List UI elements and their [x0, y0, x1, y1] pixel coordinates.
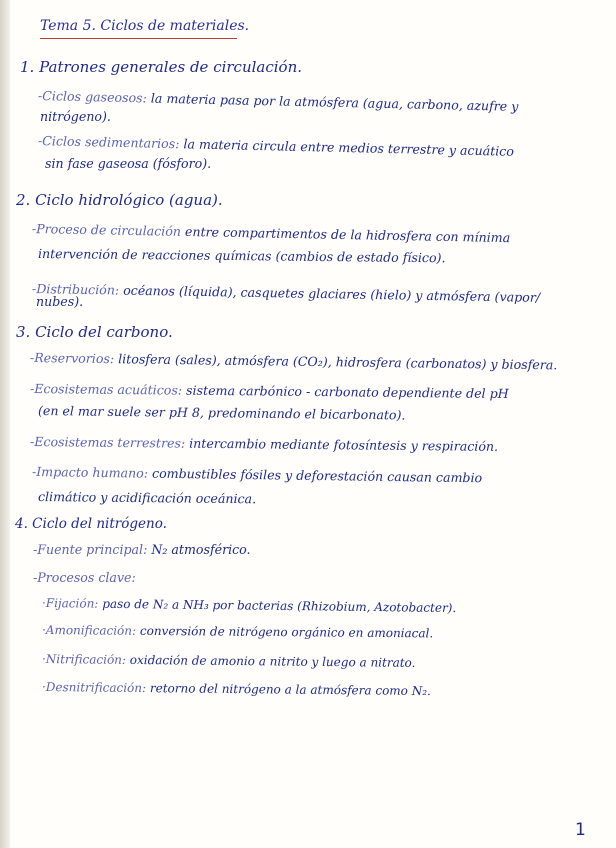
s3-ter-text: intercambio mediante fotosíntesis y respiración.	[189, 435, 499, 454]
s1-sed-text-2: sin fase gaseosa (fósforo).	[45, 156, 212, 171]
s2-proc-line	[32, 223, 510, 245]
s3-imp-label: -Impacto humano:	[31, 464, 149, 481]
s4-fij-line	[42, 597, 456, 614]
s4-amon-label: ·Amonificación:	[41, 623, 137, 638]
s1-sed-label: -Ciclos sedimentarios:	[37, 133, 180, 152]
page-number: 1	[575, 820, 586, 840]
s3-acu-label: -Ecosistemas acuáticos:	[29, 381, 183, 398]
s4-nitr-text: oxidación de amonio a nitrito y luego a nitrato.	[129, 652, 416, 670]
s4-fuente-label: -Fuente principal:	[33, 542, 148, 557]
s3-acu-line	[30, 383, 509, 401]
s1-sed-text: la materia circula entre medios terrestre y acuático	[183, 136, 515, 159]
s4-desn-line	[42, 681, 431, 697]
s4-nitr-line	[42, 653, 416, 669]
s4-desn-text: retorno del nitrógeno a la atmósfera como N₂.	[149, 681, 431, 699]
section-2-heading: 2. Ciclo hidrológico (agua).	[16, 191, 223, 209]
s2-dist-text-2: nubes).	[36, 294, 84, 309]
s3-imp-line	[32, 466, 482, 485]
title-underline	[40, 38, 237, 39]
s3-ter-label: -Ecosistemas terrestres:	[29, 434, 186, 451]
s2-dist-text: océanos (líquida), casquetes glaciares (hielo) y atmósfera (vapor/	[123, 282, 541, 305]
s3-ter-line	[30, 436, 498, 453]
s1-gas-label: -Ciclos gaseosos:	[37, 88, 148, 106]
section-3-heading: 3. Ciclo del carbono.	[16, 323, 173, 341]
s4-fuente-text: N₂ atmosférico.	[151, 542, 251, 557]
s2-proc-text: entre compartimentos de la hidrosfera con mínima	[184, 223, 511, 246]
s3-res-label: -Reservorios:	[29, 350, 115, 367]
page-title: Tema 5. Ciclos de materiales.	[40, 18, 250, 34]
s3-imp-text-2: climático y acidificación oceánica.	[37, 489, 257, 507]
s4-amon-line	[42, 624, 433, 639]
section-4-heading: 4. Ciclo del nitrógeno.	[15, 516, 167, 532]
s2-dist-label: -Distribución:	[31, 281, 120, 298]
page-left-edge	[0, 0, 10, 848]
s4-fij-label: ·Fijación:	[41, 596, 99, 611]
s1-gas-text-2: nitrógeno).	[40, 109, 111, 124]
s2-dist-line	[32, 283, 540, 304]
s2-proc-label: -Proceso de circulación	[31, 221, 182, 239]
s4-proc-label: -Procesos clave:	[33, 570, 136, 585]
s4-amon-text: conversión de nitrógeno orgánico en amoniacal.	[139, 623, 434, 641]
s3-res-text: litosfera (sales), atmósfera (CO₂), hidrosfera (carbonatos) y biosfera.	[118, 351, 558, 373]
s1-gas-text: la materia pasa por la atmósfera (agua, carbono, azufre y	[150, 90, 519, 114]
s3-acu-text-2: (en el mar suele ser pH 8, predominando el bicarbonato).	[37, 403, 406, 423]
s4-desn-label: ·Desnitrificación:	[41, 680, 147, 696]
s3-acu-text: sistema carbónico - carbonato dependiente del pH	[186, 382, 509, 402]
s3-imp-text: combustibles fósiles y deforestación causan cambio	[151, 465, 483, 486]
s3-res-line	[30, 352, 558, 372]
s1-sed-line	[38, 135, 514, 158]
s2-proc-text-2: intervención de reacciones químicas (cambios de estado físico).	[37, 246, 446, 266]
section-1-heading: 1. Patrones generales de circulación.	[20, 58, 303, 76]
s4-nitr-label: ·Nitrificación:	[41, 652, 127, 667]
s4-fij-text: paso de N₂ a NH₃ por bacterias (Rhizobium, Azotobacter).	[102, 596, 457, 616]
s4-fuente-line	[33, 544, 251, 557]
